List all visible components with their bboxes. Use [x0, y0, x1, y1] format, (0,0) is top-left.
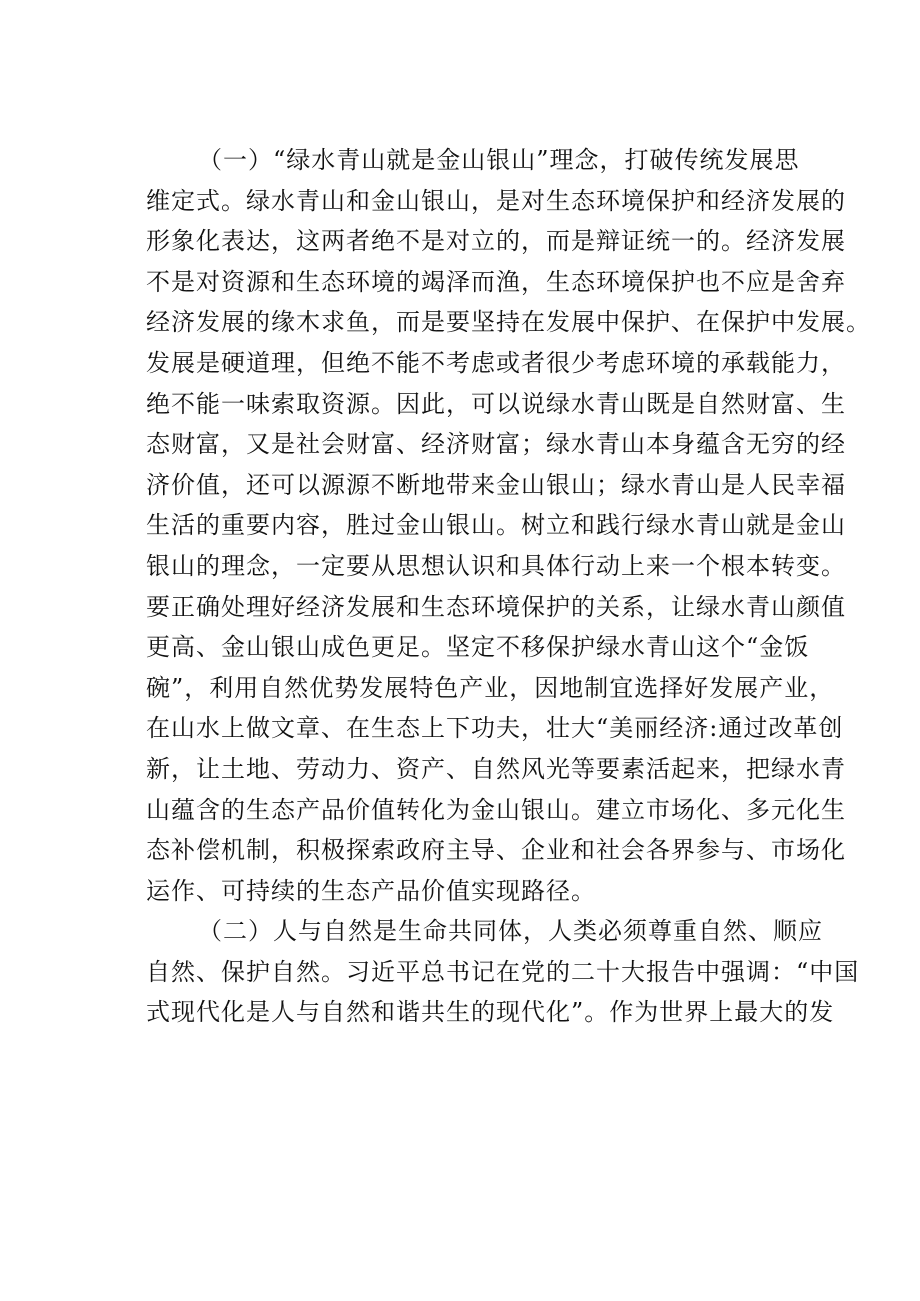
paragraph-1	[146, 140, 871, 911]
text-line: 不是对资源和生态环境的竭泽而渔，生态环境保护也不应是舍弃	[146, 267, 846, 296]
text-line: 自然、保护自然。习近平总书记在党的二十大报告中强调：“中国	[146, 957, 860, 986]
text-line: 在山水上做文章、在生态上下功夫，壮大“美丽经济:通过改革创	[146, 714, 844, 743]
text-line: 济价值，还可以源源不断地带来金山银山；绿水青山是人民幸福	[146, 470, 846, 499]
text-line: 运作、可持续的生态产品价值实现路径。	[146, 876, 596, 905]
text-line: 发展是硬道理，但绝不能不考虑或者很少考虑环境的承载能力，	[146, 348, 846, 377]
text-line: 新，让土地、劳动力、资产、自然风光等要素活起来，把绿水青	[146, 754, 846, 783]
text-line: 维定式。绿水青山和金山银山，是对生态环境保护和经济发展的	[146, 186, 846, 215]
text-line: 形象化表达，这两者绝不是对立的，而是辩证统一的。经济发展	[146, 227, 846, 256]
text-line: 经济发展的缘木求鱼，而是要坚持在发展中保护、在保护中发展。	[146, 308, 871, 337]
text-line: 生活的重要内容，胜过金山银山。树立和践行绿水青山就是金山	[146, 511, 846, 540]
text-line: 要正确处理好经济发展和生态环境保护的关系，让绿水青山颜值	[146, 592, 846, 621]
text-line: 态财富，又是社会财富、经济财富；绿水青山本身蕴含无穷的经	[146, 430, 846, 459]
text-line: 银山的理念，一定要从思想认识和具体行动上来一个根本转变。	[146, 551, 846, 580]
text-line: 绝不能一味索取资源。因此，可以说绿水青山既是自然财富、生	[146, 389, 846, 418]
text-line: 更高、金山银山成色更足。坚定不移保护绿水青山这个“金饭	[146, 633, 810, 662]
text-line: 式现代化是人与自然和谐共生的现代化”。作为世界上最大的发	[146, 998, 835, 1027]
paragraph-2	[146, 911, 860, 1033]
document-body	[146, 140, 871, 1033]
text-line: 碗”，利用自然优势发展特色产业，因地制宜选择好发展产业，	[146, 673, 835, 702]
text-line: 山蕴含的生态产品价值转化为金山银山。建立市场化、多元化生	[146, 795, 846, 824]
text-line: 态补偿机制，积极探索政府主导、企业和社会各界参与、市场化	[146, 836, 846, 865]
text-line: （二）人与自然是生命共同体，人类必须尊重自然、顺应	[198, 917, 823, 946]
text-line: （一）“绿水青山就是金山银山”理念，打破传统发展思	[198, 146, 800, 174]
